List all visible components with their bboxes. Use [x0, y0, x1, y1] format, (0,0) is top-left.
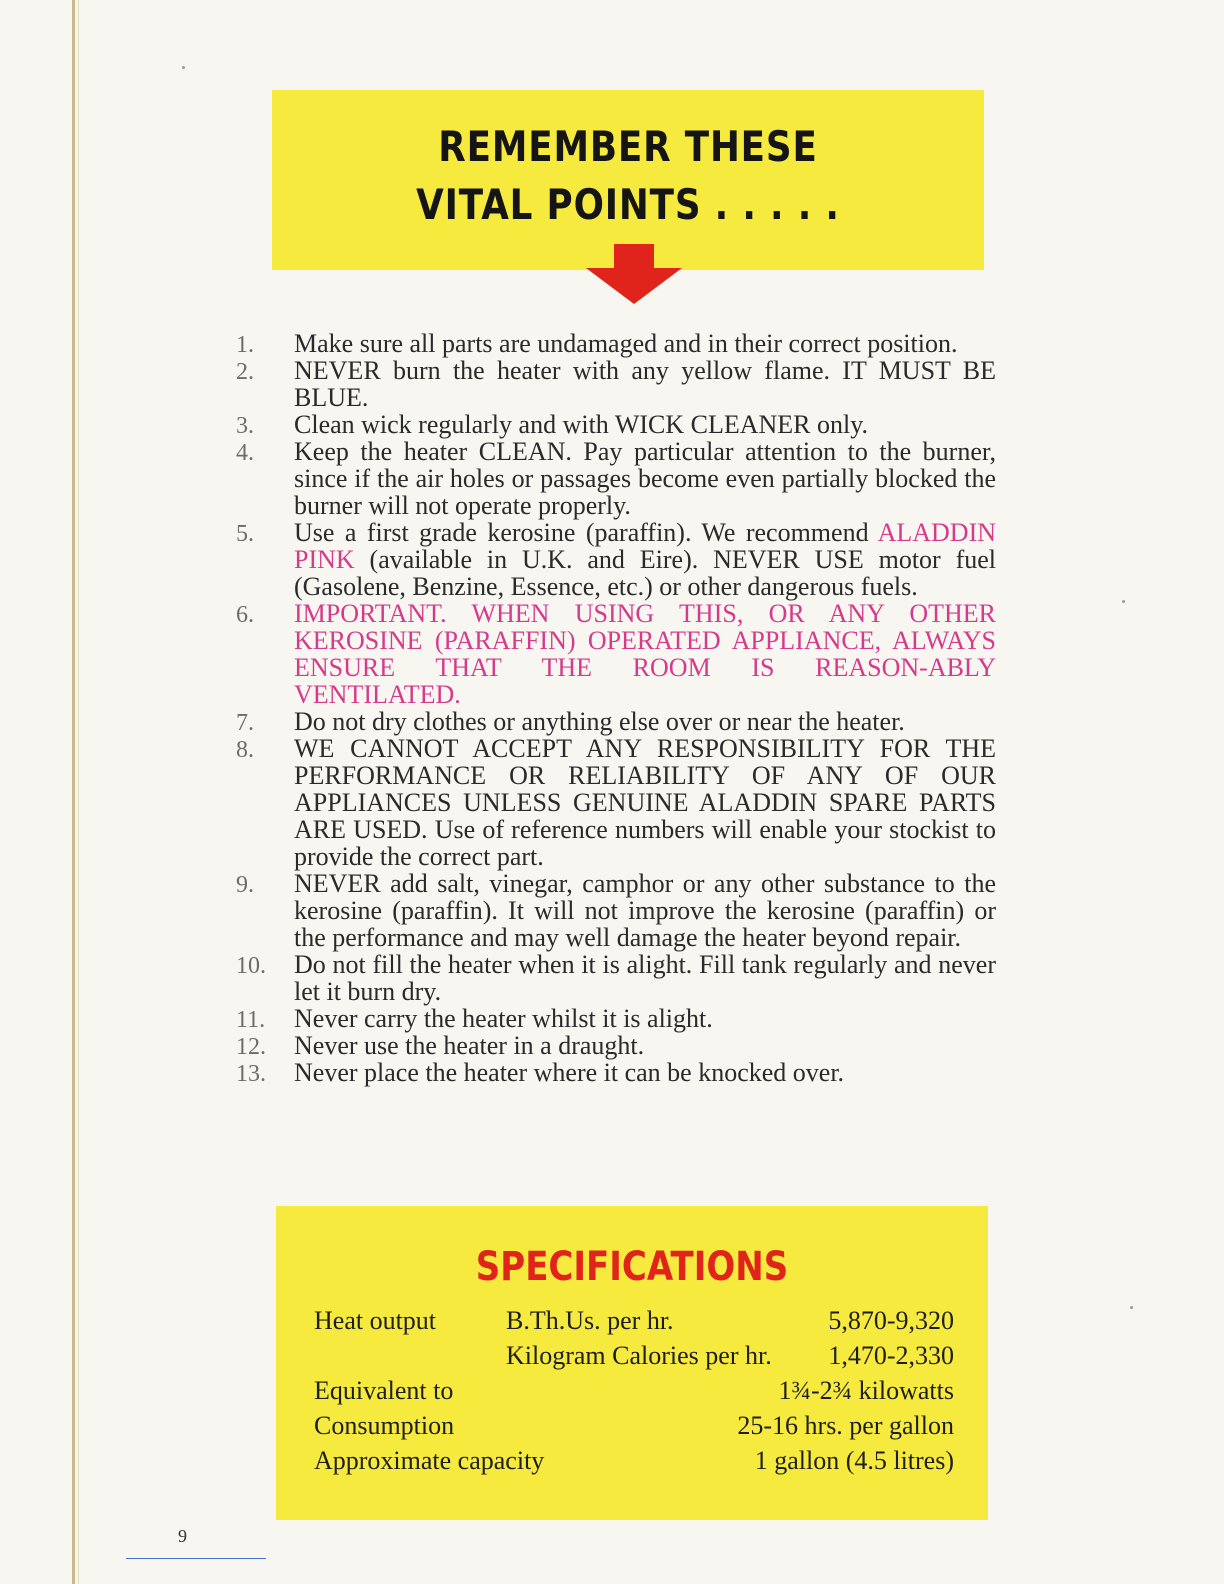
- item-number: 5.: [236, 521, 254, 547]
- spec-label-equivalent: Equivalent to: [314, 1376, 454, 1405]
- item-number: 4.: [236, 440, 254, 466]
- header-title-line-1: REMEMBER THESE: [438, 122, 818, 171]
- list-item: [236, 735, 996, 870]
- item-text: NEVER burn the heater with any yellow flame. IT MUST BE BLUE.: [294, 356, 996, 412]
- spec-value-btu: 5,870-9,320: [828, 1306, 954, 1335]
- item-number: 8.: [236, 737, 254, 763]
- item-number: 6.: [236, 602, 254, 628]
- item-text: Never carry the heater whilst it is alight.: [294, 1004, 713, 1033]
- item-text: NEVER add salt, vinegar, camphor or any other substance to the kerosine (paraffin). It will not improve the kerosine (paraffin) or the performance and may well damage the heater beyond repair.: [294, 869, 996, 952]
- item-number: 10.: [236, 953, 266, 979]
- item-text: [294, 519, 996, 600]
- page-number: 9: [178, 1526, 187, 1546]
- spec-label-capacity: Approximate capacity: [314, 1446, 545, 1475]
- list-item: [236, 411, 996, 438]
- list-item-important: [236, 600, 996, 708]
- spec-unit-kcal: Kilogram Calories per hr.: [506, 1341, 772, 1370]
- item-text: Do not dry clothes or anything else over or near the heater.: [294, 707, 905, 736]
- list-item: [236, 438, 996, 519]
- item-text: IMPORTANT. WHEN USING THIS, OR ANY OTHER KEROSINE (PARAFFIN) OPERATED APPLIANCE, ALWAYS ENSURE THAT THE ROOM IS REASON-ABLY VENTILATED.: [294, 599, 996, 709]
- item-number: 1.: [236, 332, 254, 358]
- spec-value-consumption: 25-16 hrs. per gallon: [737, 1411, 954, 1440]
- item-number: 11.: [236, 1007, 266, 1033]
- specifications-title: SPECIFICATIONS: [475, 1244, 789, 1290]
- item-number: 12.: [236, 1034, 266, 1060]
- item-number: 13.: [236, 1061, 266, 1087]
- down-arrow-icon: [586, 244, 682, 304]
- item-number: 3.: [236, 413, 254, 439]
- item-text: Clean wick regularly and with WICK CLEANER only.: [294, 410, 869, 439]
- spec-label-heat-output: Heat output: [314, 1306, 437, 1335]
- item-number: 9.: [236, 872, 254, 898]
- vital-points-list: [236, 330, 996, 1086]
- list-item: [236, 1032, 996, 1059]
- item-text: WE CANNOT ACCEPT ANY RESPONSIBILITY FOR THE PERFORMANCE OR RELIABILITY OF ANY OF OUR APPLIANCES UNLESS GENUINE ALADDIN SPARE PARTS ARE USED. Use of reference numbers will enable your stockist to provide the correct part.: [294, 734, 996, 871]
- item-text-part: Use a first grade kerosine (paraffin). We recommend: [294, 518, 878, 547]
- aladdin-pink-highlight: ALADDIN PINK: [294, 518, 996, 574]
- binding-edge-shadow: [78, 0, 79, 1584]
- list-item: [236, 870, 996, 951]
- item-number: 2.: [236, 359, 254, 385]
- print-speck: [1122, 600, 1125, 603]
- item-number: 7.: [236, 710, 254, 736]
- binding-edge: [72, 0, 75, 1584]
- list-item: [236, 330, 996, 357]
- item-text-part: (available in U.K. and Eire). NEVER USE motor fuel (Gasolene, Benzine, Essence, etc.) or other dangerous fuels.: [294, 545, 996, 601]
- spec-value-capacity: 1 gallon (4.5 litres): [754, 1446, 954, 1475]
- item-text: Do not fill the heater when it is alight. Fill tank regularly and never let it burn dry.: [294, 950, 996, 1006]
- print-speck: [182, 66, 185, 69]
- spec-value-kcal: 1,470-2,330: [828, 1341, 954, 1370]
- item-text: Never use the heater in a draught.: [294, 1031, 645, 1060]
- spec-label-consumption: Consumption: [314, 1411, 455, 1440]
- print-speck: [1130, 1306, 1133, 1309]
- list-item: [236, 519, 996, 600]
- item-text: Keep the heater CLEAN. Pay particular attention to the burner, since if the air holes or passages become even partially blocked the burner will not operate properly.: [294, 437, 996, 520]
- item-text: Make sure all parts are undamaged and in their correct position.: [294, 329, 958, 358]
- spec-unit-btu: B.Th.Us. per hr.: [506, 1306, 674, 1335]
- list-item: [236, 708, 996, 735]
- footer-rule: [126, 1558, 266, 1559]
- list-item: [236, 1059, 996, 1086]
- spec-value-kilowatts: 1¾-2¾ kilowatts: [778, 1376, 954, 1405]
- list-item: [236, 1005, 996, 1032]
- list-item: [236, 357, 996, 411]
- item-text: Never place the heater where it can be knocked over.: [294, 1058, 845, 1087]
- header-title-line-2: VITAL POINTS . . . . .: [416, 180, 840, 229]
- list-item: [236, 951, 996, 1005]
